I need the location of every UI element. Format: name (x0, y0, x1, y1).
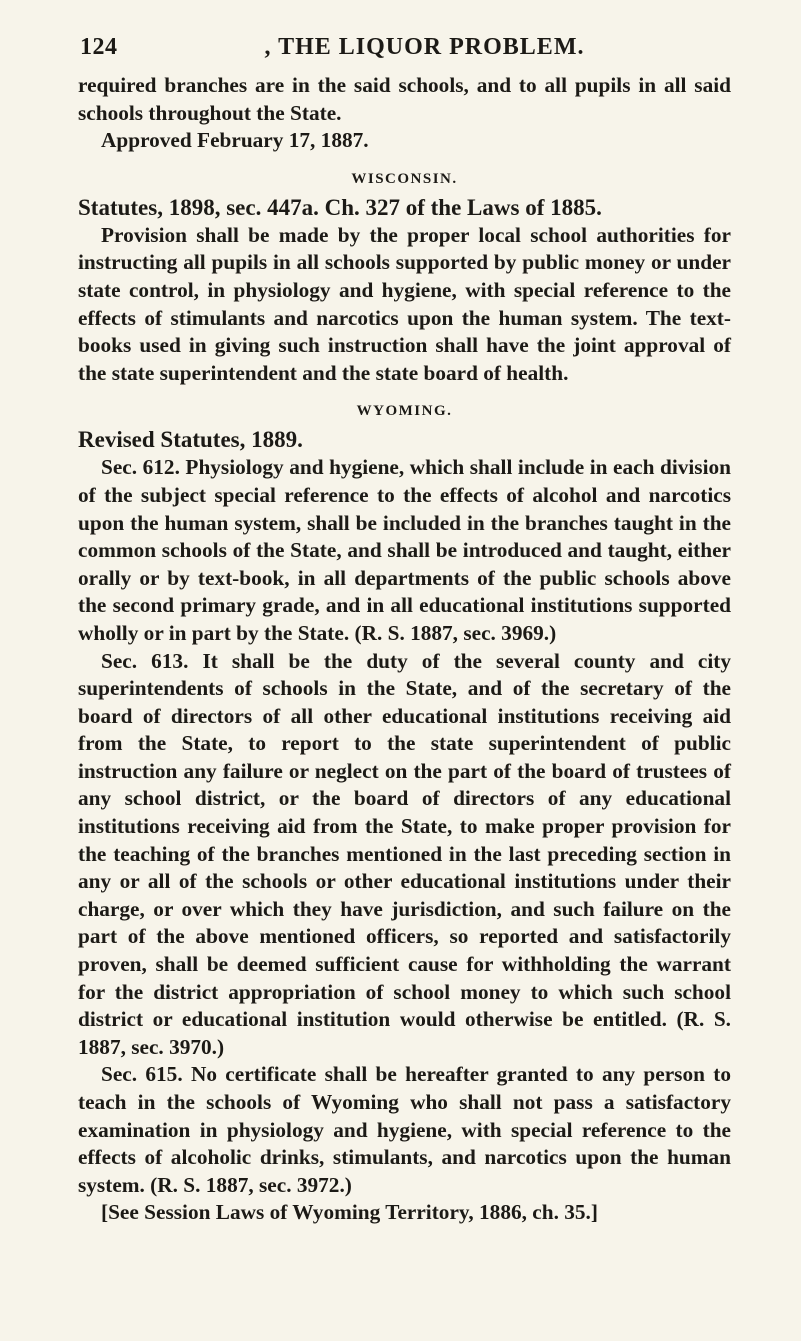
wyoming-heading: WYOMING. (356, 403, 453, 420)
section-615: Sec. 615. No certificate shall be hereafter granted to any person to teach in the schools of Wyoming who shall not pass a satisfactory examination in physiology and hygiene, with special reference to the effects of alcoholic drinks, stimulants, and narcotics upon the human system. (R. S. 1887, sec. 3972.) (78, 1062, 731, 1197)
wyoming-statute: Revised Statutes, 1889. (78, 427, 303, 453)
wisconsin-statute: Statutes, 1898, sec. 447a. Ch. 327 of the Laws of 1885. (78, 194, 602, 220)
wisconsin-heading: WISCONSIN. (351, 170, 458, 187)
section-613: Sec. 613. It shall be the duty of the several county and city superintendents of schools in the State, and of the secretary of the board of directors of all other educational institutions receiving aid from the State, to report to the state superintendent of public instruction any failure or neglect on the part of the board of trustees of any school district, or the board of directors of any educational institutions receiving aid from the State, to make proper provision for the teaching of the branches mentioned in the last preceding section in any or all of the schools or other educational institutions under their charge, or over which they have jurisdiction, and such failure on the part of the above mentioned officers, so reported and satisfactorily proven, shall be deemed sufficient cause for withholding the warrant for the district appropriation of school money to which such school district or educational institution would otherwise be entitled. (R. S. 1887, sec. 3970.) (78, 648, 731, 1059)
intro-paragraph: required branches are in the said schools, and to all pupils in all said schools throughout the State. (78, 73, 731, 125)
running-title: , THE LIQUOR PROBLEM. (264, 34, 585, 60)
section-612: Sec. 612. Physiology and hygiene, which shall include in each division of the subject special reference to the effects of alcohol and narcotics upon the human system, shall be included in the branches taught in the common schools of the State, and shall be introduced and taught, either orally or by text-book, in all departments of the public schools above the second primary grade, and in all educational institutions supported wholly or in part by the State. (R. S. 1887, sec. 3969.) (78, 455, 731, 645)
session-laws-note: [See Session Laws of Wyoming Territory, 1886, ch. 35.] (101, 1200, 598, 1225)
wisconsin-body: Provision shall be made by the proper local school authorities for instructing all pupils in all schools supported by public money or under state control, in physiology and hygiene, with special reference to the effects of stimulants and narcotics upon the human system. The text-books used in giving such instruction shall have the joint approval of the state superintendent and the state board of health. (78, 222, 731, 385)
page-header (78, 34, 731, 64)
approval-line: Approved February 17, 1887. (101, 128, 369, 153)
page-number: 124 (80, 34, 118, 60)
